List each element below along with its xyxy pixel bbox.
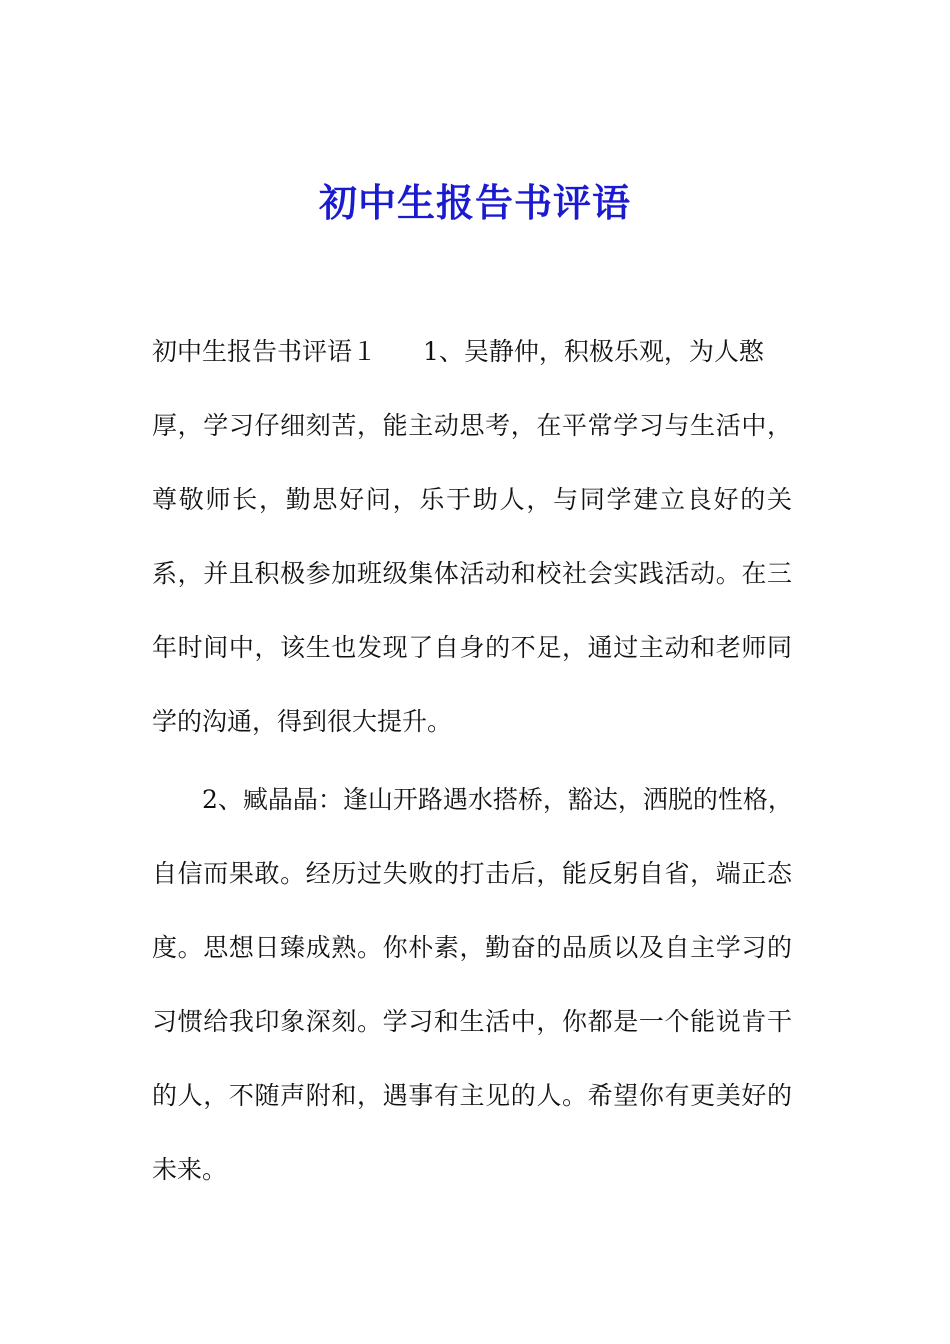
paragraph-line: 未来。 (152, 1155, 228, 1184)
paragraph-line: 的人，不随声附和，遇事有主见的人。希望你有更美好的 (152, 1081, 792, 1110)
paragraph-line: 2、臧晶晶：逢山开路遇水搭桥，豁达，洒脱的性格， (202, 785, 793, 814)
paragraph-line: 厚，学习仔细刻苦，能主动思考，在平常学习与生活中， (152, 411, 792, 440)
paragraph-line: 自信而果敢。经历过失败的打击后，能反躬自省，端正态 (152, 859, 792, 888)
document-title: 初中生报告书评语 (318, 180, 631, 225)
paragraph-line: 系，并且积极参加班级集体活动和校社会实践活动。在三 (152, 559, 792, 588)
paragraph-line: 学的沟通，得到很大提升。 (152, 707, 453, 736)
section-heading-inline: 初中生报告书评语１ (152, 337, 378, 366)
paragraph-line (152, 334, 792, 370)
paragraph-line: 年时间中，该生也发现了自身的不足，通过主动和老师同 (152, 633, 792, 662)
paragraph-line: 度。思想日臻成熟。你朴素，勤奋的品质以及自主学习的 (152, 933, 792, 962)
paragraph-line: 习惯给我印象深刻。学习和生活中，你都是一个能说肯干 (152, 1007, 792, 1036)
line-text: 1、吴静仲，积极乐观，为人憨 (423, 337, 764, 366)
paragraph-line: 尊敬师长，勤思好问，乐于助人，与同学建立良好的关 (152, 485, 792, 514)
